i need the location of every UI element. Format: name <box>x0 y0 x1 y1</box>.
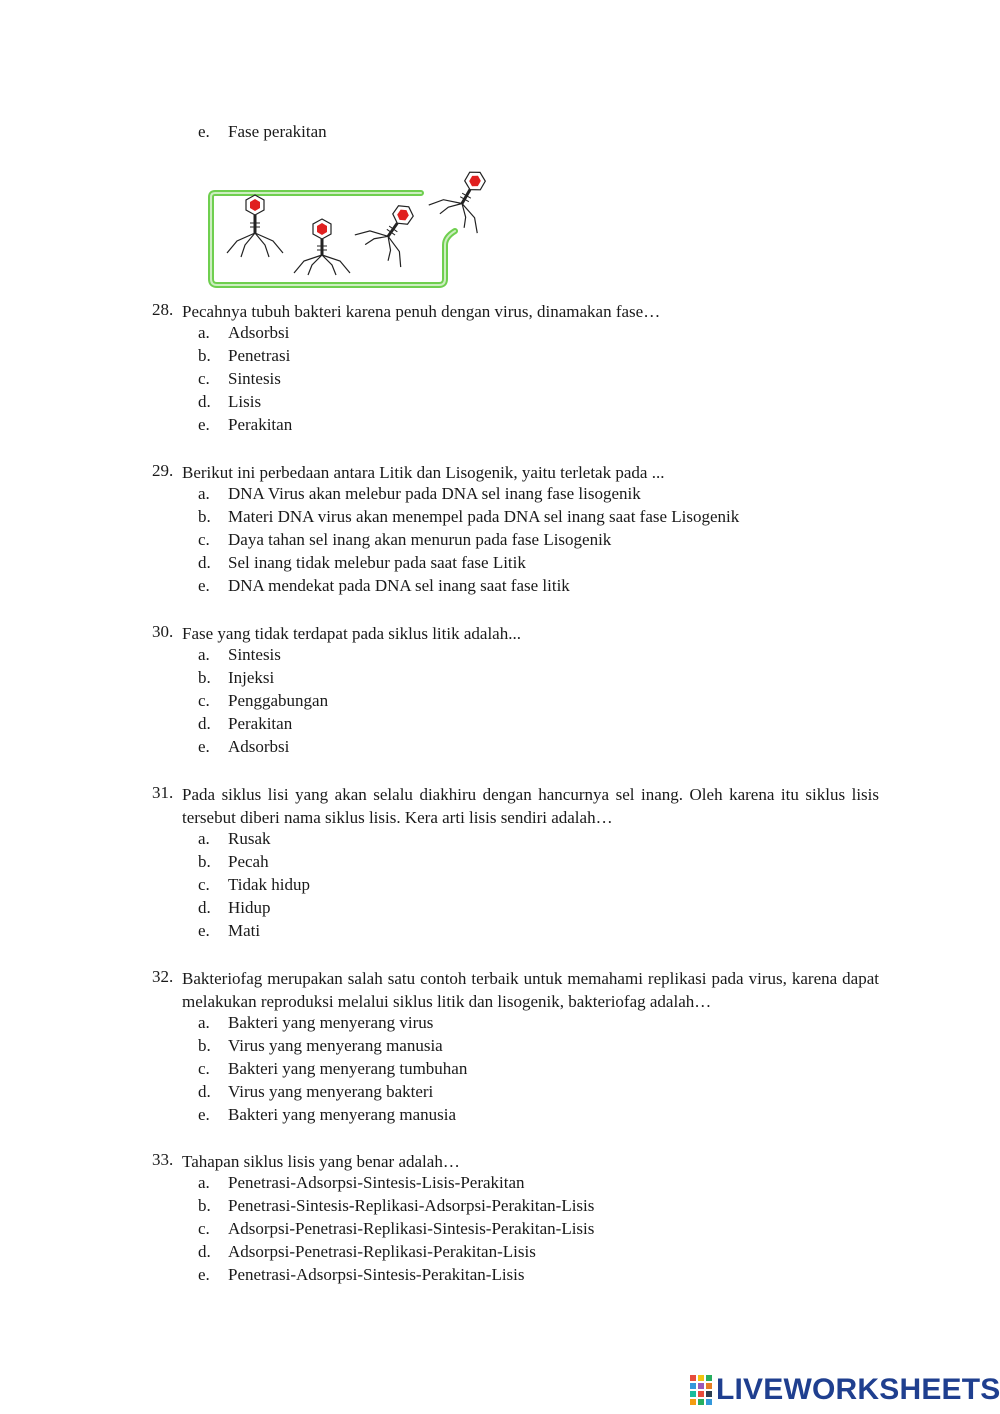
option-letter: e. <box>198 1265 210 1284</box>
question-number: 30. <box>152 622 174 641</box>
question-text: Tahapan siklus lisis yang benar adalah… <box>182 1152 460 1171</box>
option-letter: d. <box>198 1082 211 1101</box>
option-letter: c. <box>198 369 210 388</box>
option-letter: e. <box>198 576 210 595</box>
option-letter: e. <box>198 415 210 434</box>
option-letter: d. <box>198 898 211 917</box>
option-letter: c. <box>198 1219 210 1238</box>
option-letter: a. <box>198 1173 210 1192</box>
phage-3 <box>354 191 432 269</box>
liveworksheets-brand-text: LIVEWORKSHEETS <box>716 1373 1000 1406</box>
option-text: Tidak hidup <box>228 875 311 894</box>
option-letter: b. <box>198 507 211 526</box>
option-letter: a. <box>198 484 210 503</box>
option-text: Penetrasi-Sintesis-Replikasi-Adsorpsi-Perakitan-Lisis <box>228 1196 595 1215</box>
option-text: Penetrasi-Adsorpsi-Sintesis-Lisis-Perakitan <box>228 1173 525 1192</box>
question-text: Berikut ini perbedaan antara Litik dan Lisogenik, yaitu terletak pada ... <box>182 463 665 482</box>
option-letter: e. <box>198 921 210 940</box>
bacteriophage-figure <box>205 163 500 291</box>
option-text: Penetrasi <box>228 346 291 365</box>
option-text: Bakteri yang menyerang manusia <box>228 1105 457 1124</box>
option-text: Sintesis <box>228 369 281 388</box>
option-text: Sintesis <box>228 645 281 664</box>
option-letter: b. <box>198 668 211 687</box>
option-letter: b. <box>198 346 211 365</box>
option-letter: b. <box>198 1196 211 1215</box>
option-text: Rusak <box>228 829 271 848</box>
option-letter: e. <box>198 122 210 141</box>
question-number: 29. <box>152 461 174 480</box>
question-text: Fase yang tidak terdapat pada siklus litik adalah... <box>182 624 521 643</box>
option-text: DNA mendekat pada DNA sel inang saat fase litik <box>228 576 570 595</box>
question-text: Pada siklus lisi yang akan selalu diakhiru dengan hancurnya sel inang. Oleh karena itu siklus lisis tersebut diberi nama siklus lisis. Kera arti lisis sendiri adalah… <box>182 785 879 827</box>
option-text: Injeksi <box>228 668 275 687</box>
option-text: Adsorpsi-Penetrasi-Replikasi-Perakitan-Lisis <box>228 1242 536 1261</box>
option-letter: c. <box>198 1059 210 1078</box>
question-number: 31. <box>152 783 174 802</box>
phage-4 <box>428 163 500 235</box>
option-text: Virus yang menyerang bakteri <box>228 1082 434 1101</box>
option-text: Fase perakitan <box>228 122 327 141</box>
question-text: Bakteriofag merupakan salah satu contoh terbaik untuk memahami replikasi pada virus, karena dapat melakukan reproduksi melalui siklus litik dan lisogenik, bakteriofag adalah… <box>182 969 879 1011</box>
option-text: Sel inang tidak melebur pada saat fase Litik <box>228 553 526 572</box>
question-number: 33. <box>152 1150 174 1169</box>
question-number: 32. <box>152 967 174 986</box>
option-text: Bakteri yang menyerang virus <box>228 1013 434 1032</box>
option-text: Pecah <box>228 852 269 871</box>
option-letter: a. <box>198 645 210 664</box>
phage-2 <box>294 219 350 275</box>
option-text: Perakitan <box>228 714 293 733</box>
option-text: Daya tahan sel inang akan menurun pada fase Lisogenik <box>228 530 612 549</box>
option-text: Virus yang menyerang manusia <box>228 1036 443 1055</box>
option-letter: e. <box>198 737 210 756</box>
option-letter: a. <box>198 323 210 342</box>
option-letter: a. <box>198 1013 210 1032</box>
option-letter: a. <box>198 829 210 848</box>
option-text: Adsorbsi <box>228 737 290 756</box>
question-text: Pecahnya tubuh bakteri karena penuh dengan virus, dinamakan fase… <box>182 302 661 321</box>
option-letter: d. <box>198 392 211 411</box>
option-letter: c. <box>198 691 210 710</box>
phage-1 <box>227 195 283 257</box>
liveworksheets-logo-icon <box>690 1375 712 1405</box>
option-letter: e. <box>198 1105 210 1124</box>
option-letter: d. <box>198 553 211 572</box>
option-text: Penggabungan <box>228 691 329 710</box>
option-text: Adsorbsi <box>228 323 290 342</box>
option-letter: c. <box>198 875 210 894</box>
option-text: Lisis <box>228 392 262 411</box>
liveworksheets-logo <box>690 1372 1000 1408</box>
option-letter: d. <box>198 714 211 733</box>
option-letter: b. <box>198 852 211 871</box>
option-letter: d. <box>198 1242 211 1261</box>
option-text: Hidup <box>228 898 271 917</box>
option-text: Bakteri yang menyerang tumbuhan <box>228 1059 468 1078</box>
option-text: Perakitan <box>228 415 293 434</box>
question-number: 28. <box>152 300 174 319</box>
option-text: Adsorpsi-Penetrasi-Replikasi-Sintesis-Perakitan-Lisis <box>228 1219 595 1238</box>
option-text: Penetrasi-Adsorpsi-Sintesis-Perakitan-Lisis <box>228 1265 525 1284</box>
option-letter: c. <box>198 530 210 549</box>
option-letter: b. <box>198 1036 211 1055</box>
option-text: DNA Virus akan melebur pada DNA sel inang fase lisogenik <box>228 484 641 503</box>
option-text: Mati <box>228 921 261 940</box>
option-text: Materi DNA virus akan menempel pada DNA sel inang saat fase Lisogenik <box>228 507 740 526</box>
